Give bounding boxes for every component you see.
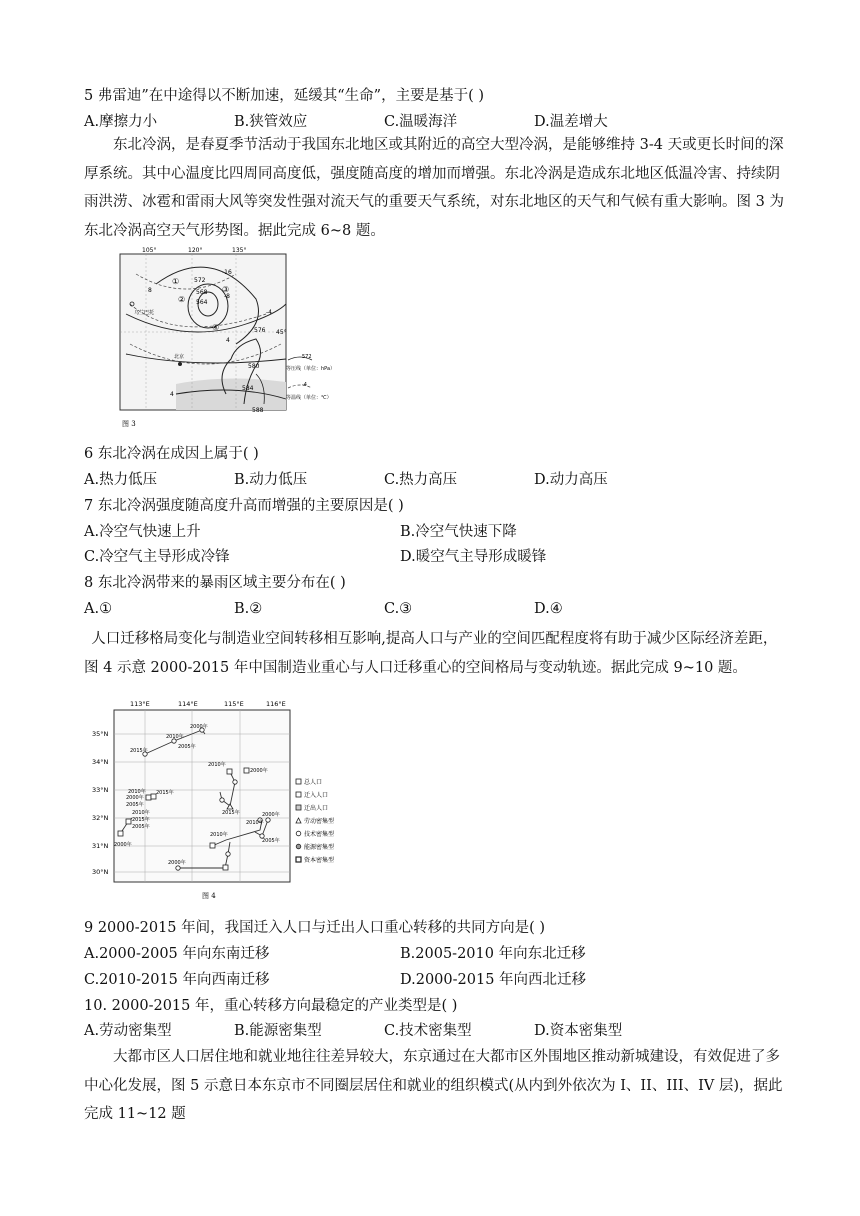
q8-option-b: B.② xyxy=(234,601,263,617)
fig4-lat-label: 32°N xyxy=(92,814,109,822)
fig3-isobar-label: 568 xyxy=(196,289,208,296)
fig4-lon-label: 113°E xyxy=(130,700,150,708)
fig3-legend-sample: 572 xyxy=(302,354,312,360)
fig4-legend-symbol xyxy=(296,844,301,849)
fig3-isotherm-label: 8 xyxy=(148,287,152,294)
q10-stem: 10. 2000-2015 年，重心转移方向最稳定的产业类型是( ) xyxy=(84,998,458,1014)
fig3-lon-label: 105° xyxy=(142,247,157,254)
q8-option-a: A.① xyxy=(84,601,113,617)
fig3-isobar-label: 564 xyxy=(196,299,208,306)
fig4-point-marker xyxy=(233,780,237,784)
q6-options xyxy=(84,470,784,490)
fig3-region-label: ③ xyxy=(222,285,230,294)
fig4-legend-text: 资本密集型 xyxy=(304,857,335,864)
q9-option-a: A.2000-2005 年向东南迁移 xyxy=(84,946,270,962)
fig4-point-label: 2010年 xyxy=(166,734,184,740)
fig4-legend-symbol xyxy=(296,779,301,784)
fig4-point-label: 2005年 xyxy=(178,744,196,750)
q10-option-a: A.劳动密集型 xyxy=(84,1023,172,1039)
q6-option-b: B.动力低压 xyxy=(234,472,308,488)
q6-option-d: D.动力高压 xyxy=(534,472,608,488)
fig4-point-marker xyxy=(227,769,232,774)
q7-option-a: A.冷空气快速上升 xyxy=(84,524,201,540)
fig4-caption: 图 4 xyxy=(202,892,216,900)
fig3-region-label: ④ xyxy=(212,323,220,332)
q7-option-c: C.冷空气主导形成冷锋 xyxy=(84,549,230,565)
q5-options xyxy=(84,112,784,132)
q10-option-d: D.资本密集型 xyxy=(534,1023,623,1039)
fig4-legend-text: 技术密集型 xyxy=(304,831,335,838)
fig3-region-label: ① xyxy=(172,277,180,286)
fig4-legend-text: 总人口 xyxy=(304,779,323,786)
figure-3-weather-map xyxy=(116,244,352,430)
fig4-point-marker xyxy=(223,865,228,870)
q9-option-d: D.2000-2015 年向西北迁移 xyxy=(400,972,587,988)
fig4-lon-label: 116°E xyxy=(266,700,286,708)
q6-option-c: C.热力高压 xyxy=(384,472,458,488)
fig3-city-label: 乌兰巴托 xyxy=(134,310,155,316)
fig4-point-label: 2000年 xyxy=(250,768,268,774)
fig4-legend-text: 劳动密集型 xyxy=(304,818,335,825)
fig3-lon-label: 135° xyxy=(232,247,247,254)
fig4-point-marker xyxy=(126,819,131,824)
q5-option-c: C.温暖海洋 xyxy=(384,114,458,130)
fig4-legend-text: 迁入人口 xyxy=(304,792,329,799)
passage-population-migration: 人口迁移格局变化与制造业空间转移相互影响,提高人口与产业的空间匹配程度将有助于减少区际经济差距，图 4 示意 2000-2015 年中国制造业重心与人口迁移重心的空间格局与变动轨迹。据此完成 9~10 题。 xyxy=(84,631,778,676)
fig4-point-label: 2010年 xyxy=(210,832,228,838)
fig3-legend-text: 等压线（单位：hPa） xyxy=(286,366,336,372)
fig4-point-label: 2015年 xyxy=(156,790,174,796)
fig4-point-marker xyxy=(244,768,249,773)
q10-options xyxy=(84,1021,784,1041)
fig4-lat-label: 33°N xyxy=(92,786,109,794)
q9-options-row2 xyxy=(84,970,784,990)
fig4-point-label: 2015年 xyxy=(132,817,150,823)
fig3-isotherm-label: 4 xyxy=(170,391,174,398)
passage-tokyo-metropolitan: 大都市区人口居住地和就业地往往差异较大，东京通过在大都市区外围地区推动新城建设，有效促进了多中心化发展，图 5 示意日本东京市不同圈层居住和就业的组织模式(从内到外依次为 I、II、III、IV 层)，据此完成 11~12 题 xyxy=(84,1049,783,1122)
fig4-point-label: 2005年 xyxy=(126,802,144,808)
fig4-legend-symbol xyxy=(296,831,301,836)
q10-option-c: C.技术密集型 xyxy=(384,1023,472,1039)
q7-option-b: B.冷空气快速下降 xyxy=(400,524,517,540)
q8-option-d: D.④ xyxy=(534,601,563,617)
fig3-isobar-label: 572 xyxy=(194,277,206,284)
fig4-point-label: 2015年 xyxy=(222,810,240,816)
fig4-lat-label: 35°N xyxy=(92,730,109,738)
fig3-isobar-label: 580 xyxy=(248,363,260,370)
fig4-point-marker xyxy=(220,798,224,802)
fig4-point-marker xyxy=(118,831,123,836)
fig3-city-label: 北京 xyxy=(174,354,185,360)
fig4-point-label: 2005年 xyxy=(262,838,280,844)
q9-options-row1 xyxy=(84,944,784,964)
q8-stem: 8 东北冷涡带来的暴雨区域主要分布在( ) xyxy=(84,575,346,591)
fig3-isotherm-label: -16 xyxy=(222,269,232,276)
passage-northeast-cold-vortex: 东北冷涡，是春夏季节活动于我国东北地区或其附近的高空大型冷涡，是能够维持 3-4 天或更长时间的深厚系统。其中心温度比四周同高度低，强度随高度的增加而增强。东北冷涡是造成东北地区低温冷害、持续阴雨洪涝、冰雹和雷雨大风等突发性强对流天气的重要天气系统，对东北地区的天气和气候有重大影响。图 3 为东北冷涡高空天气形势图。据此完成 6~8 题。 xyxy=(84,137,784,239)
fig4-lat-label: 34°N xyxy=(92,758,109,766)
fig4-legend-symbol xyxy=(296,805,301,810)
fig3-city-marker xyxy=(178,362,182,366)
fig3-isotherm-label: -4 xyxy=(266,309,272,316)
fig3-isobar-label: 588 xyxy=(252,407,264,414)
fig3-isotherm-label: -8 xyxy=(224,293,230,300)
fig4-lat-label: 30°N xyxy=(92,868,109,876)
fig4-point-marker xyxy=(266,818,270,822)
fig4-point-label: 2000年 xyxy=(168,860,186,866)
q10-option-b: B.能源密集型 xyxy=(234,1023,322,1039)
fig4-point-label: 2010年 xyxy=(208,762,226,768)
fig3-isotherm-label: 4 xyxy=(226,337,230,344)
fig4-point-label: 2000年 xyxy=(190,724,208,730)
q9-option-b: B.2005-2010 年向东北迁移 xyxy=(400,946,586,962)
fig4-lon-label: 115°E xyxy=(224,700,244,708)
q7-options-row2 xyxy=(84,547,784,567)
fig3-legend-text: 等温线（单位：℃） xyxy=(286,395,332,401)
q5-option-a: A.摩擦力小 xyxy=(84,114,158,130)
fig4-legend-text: 能源密集型 xyxy=(304,844,335,851)
fig3-region-label: ② xyxy=(178,295,186,304)
q8-option-c: C.③ xyxy=(384,601,413,617)
fig3-lat-label: 45° xyxy=(276,329,287,336)
fig4-point-label: 2010年 xyxy=(128,789,146,795)
fig4-legend-symbol xyxy=(296,792,301,797)
q5-option-d: D.温差增大 xyxy=(534,114,608,130)
fig4-lat-label: 31°N xyxy=(92,842,109,850)
fig4-point-marker xyxy=(210,843,215,848)
q8-options xyxy=(84,599,784,619)
fig4-point-label: 2010年 xyxy=(132,810,150,816)
fig4-point-marker xyxy=(146,795,151,800)
fig4-legend-symbol xyxy=(296,857,301,862)
q7-options-row1 xyxy=(84,522,784,542)
fig3-isobar-label: 576 xyxy=(254,327,266,334)
fig4-point-label: 2005年 xyxy=(132,824,150,830)
fig4-point-label: 2000年 xyxy=(126,795,144,801)
q5-option-b: B.狭管效应 xyxy=(234,114,308,130)
fig4-legend-symbol xyxy=(296,818,301,823)
q9-option-c: C.2010-2015 年向西南迁移 xyxy=(84,972,270,988)
fig3-lon-label: 120° xyxy=(188,247,203,254)
q9-stem: 9 2000-2015 年间，我国迁入人口与迁出人口重心转移的共同方向是( ) xyxy=(84,920,546,936)
fig4-lon-label: 114°E xyxy=(178,700,198,708)
fig3-isobar-label: 584 xyxy=(242,385,254,392)
q6-stem: 6 东北冷涡在成因上属于( ) xyxy=(84,446,259,462)
fig4-point-label: 2000年 xyxy=(114,842,132,848)
fig4-point-label: 2000年 xyxy=(262,812,280,818)
q7-stem: 7 东北冷涡强度随高度升高而增强的主要原因是( ) xyxy=(84,498,404,514)
fig4-point-label: 2010年 xyxy=(246,820,264,826)
fig4-legend-text: 迁出人口 xyxy=(304,805,329,812)
fig4-point-label: 2015年 xyxy=(130,748,148,754)
fig3-legend-sample: -4 xyxy=(302,382,307,388)
fig4-point-marker xyxy=(176,866,180,870)
q6-option-a: A.热力低压 xyxy=(84,472,158,488)
q5-stem: 5 弗雷迪”在中途得以不断加速，延缓其“生命”，主要是基于( ) xyxy=(84,88,484,104)
fig4-point-marker xyxy=(226,852,230,856)
fig3-caption: 图 3 xyxy=(122,420,136,428)
figure-4-centroid-map xyxy=(90,696,380,906)
q7-option-d: D.暖空气主导形成暖锋 xyxy=(400,549,547,565)
